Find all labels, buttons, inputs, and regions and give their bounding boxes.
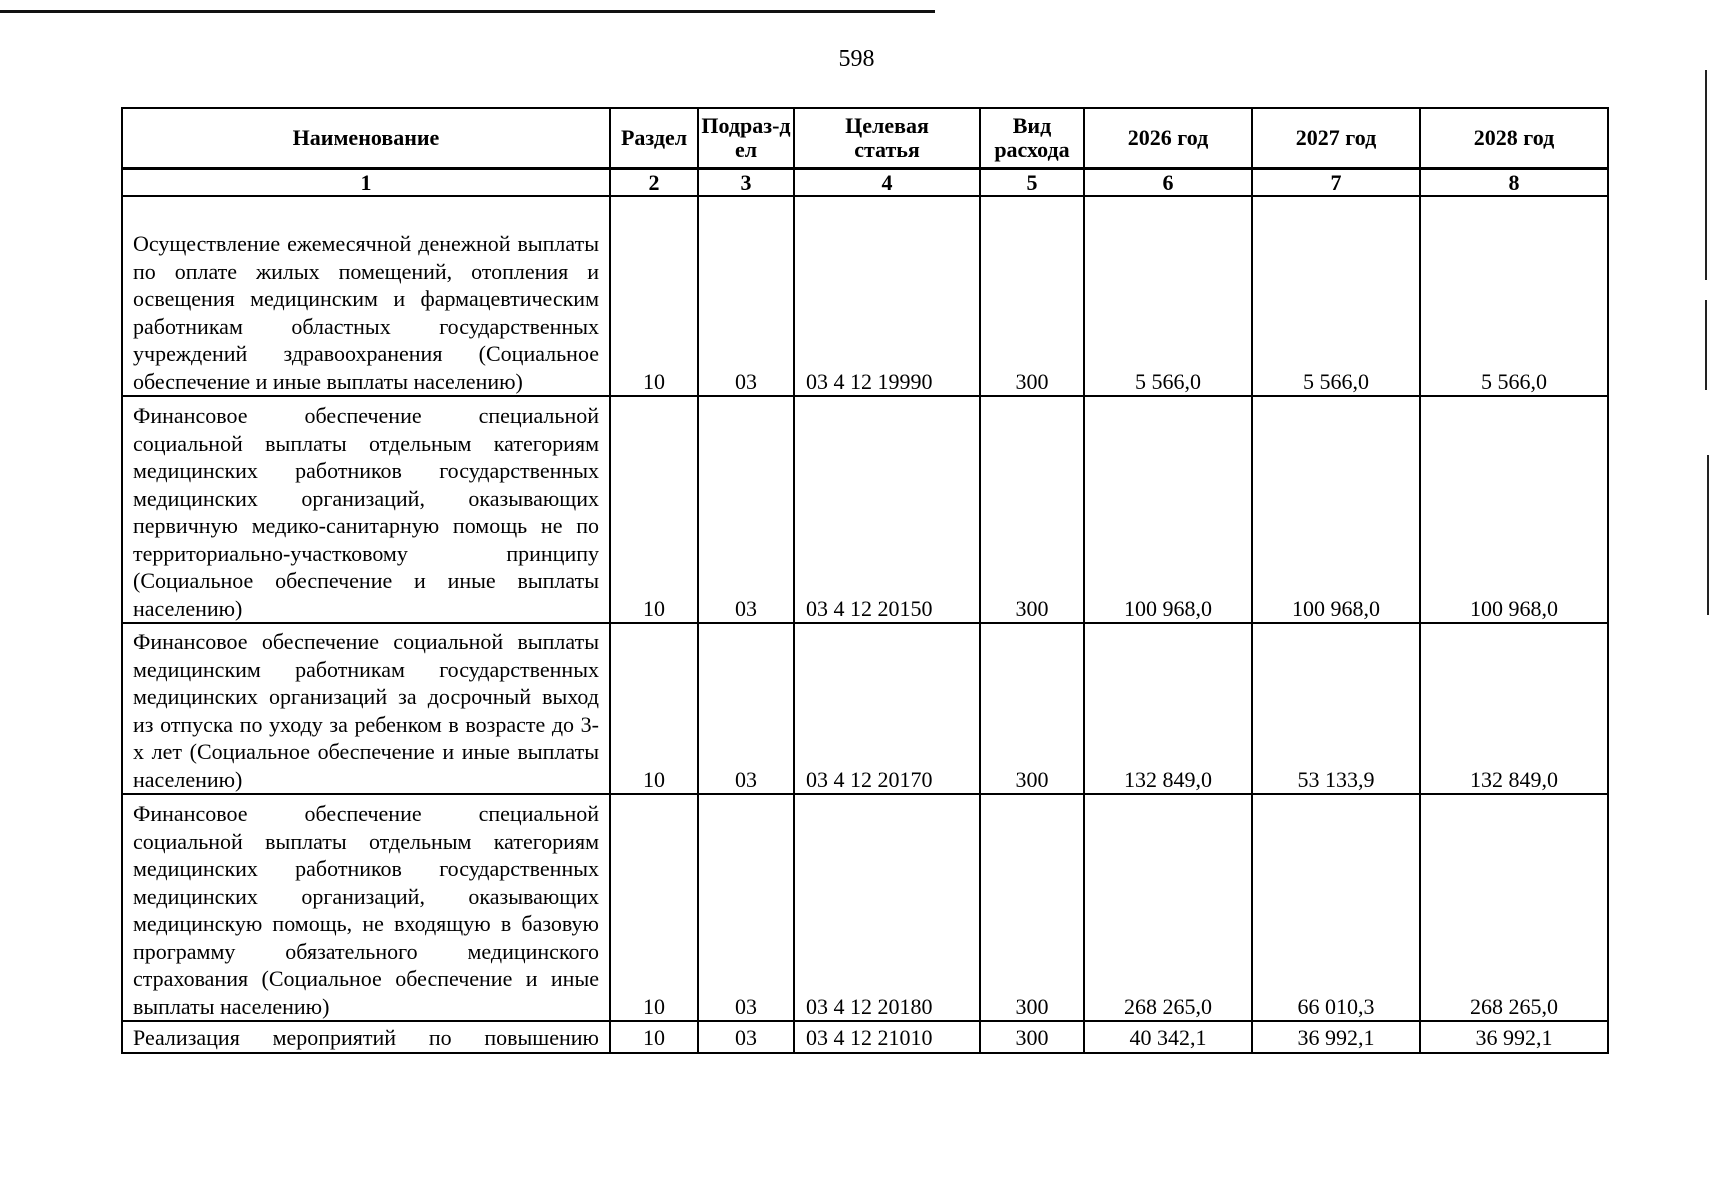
header-name: Наименование — [122, 108, 610, 169]
row-expense-type: 300 — [980, 196, 1084, 396]
row-expense-type: 300 — [980, 396, 1084, 623]
column-number: 7 — [1252, 169, 1420, 197]
row-amount-2027: 100 968,0 — [1252, 396, 1420, 623]
column-number: 8 — [1420, 169, 1608, 197]
row-amount-2027: 53 133,9 — [1252, 623, 1420, 794]
header-subsection: Подраз-дел — [698, 108, 794, 169]
scan-edge-mark — [1705, 300, 1707, 390]
row-amount-2028: 5 566,0 — [1420, 196, 1608, 396]
row-amount-2026: 5 566,0 — [1084, 196, 1252, 396]
row-amount-2027: 5 566,0 — [1252, 196, 1420, 396]
table-row — [122, 794, 1608, 1021]
row-section: 10 — [610, 794, 698, 1021]
table-row — [122, 396, 1608, 623]
scan-edge-mark — [1705, 70, 1707, 280]
page-number: 598 — [838, 46, 875, 72]
header-target-article: Целевая статья — [794, 108, 980, 169]
row-amount-2026: 132 849,0 — [1084, 623, 1252, 794]
row-amount-2026: 268 265,0 — [1084, 794, 1252, 1021]
table-row — [122, 623, 1608, 794]
row-name: Реализация мероприятий по повышению — [122, 1021, 610, 1053]
header-year-2027: 2027 год — [1252, 108, 1420, 169]
row-subsection: 03 — [698, 196, 794, 396]
row-amount-2026: 100 968,0 — [1084, 396, 1252, 623]
row-section: 10 — [610, 623, 698, 794]
row-name: Осуществление ежемесячной денежной выплаты по оплате жилых помещений, отопления и освещения медицинским и фармацевтическим работникам областных государственных учреждений здравоохранения (Социальное обеспечение и иные выплаты населению) — [122, 196, 610, 396]
row-expense-type: 300 — [980, 623, 1084, 794]
scan-edge-mark — [1707, 455, 1709, 615]
row-amount-2028: 36 992,1 — [1420, 1021, 1608, 1053]
row-amount-2027: 36 992,1 — [1252, 1021, 1420, 1053]
row-subsection: 03 — [698, 396, 794, 623]
row-expense-type: 300 — [980, 1021, 1084, 1053]
budget-table — [121, 107, 1609, 1054]
top-rule — [0, 10, 935, 13]
header-year-2028: 2028 год — [1420, 108, 1608, 169]
table-header-row — [122, 108, 1608, 169]
row-subsection: 03 — [698, 623, 794, 794]
row-target-article: 03 4 12 20170 — [794, 623, 980, 794]
column-number: 3 — [698, 169, 794, 197]
row-target-article: 03 4 12 19990 — [794, 196, 980, 396]
row-amount-2026: 40 342,1 — [1084, 1021, 1252, 1053]
row-name: Финансовое обеспечение специальной социальной выплаты отдельным категориям медицинских работников государственных медицинских организаций, оказывающих первичную медико-санитарную помощь не по территориально-участковому принципу (Социальное обеспечение и иные выплаты населению) — [122, 396, 610, 623]
column-number: 1 — [122, 169, 610, 197]
row-amount-2028: 268 265,0 — [1420, 794, 1608, 1021]
row-amount-2028: 132 849,0 — [1420, 623, 1608, 794]
row-section: 10 — [610, 1021, 698, 1053]
row-name: Финансовое обеспечение специальной социальной выплаты отдельным категориям медицинских работников государственных медицинских организаций, оказывающих медицинскую помощь, не входящую в базовую программу обязательного медицинского страхования (Социальное обеспечение и иные выплаты населению) — [122, 794, 610, 1021]
table-row — [122, 1021, 1608, 1053]
row-section: 10 — [610, 396, 698, 623]
column-number: 4 — [794, 169, 980, 197]
header-year-2026: 2026 год — [1084, 108, 1252, 169]
column-number: 2 — [610, 169, 698, 197]
row-target-article: 03 4 12 20150 — [794, 396, 980, 623]
row-amount-2028: 100 968,0 — [1420, 396, 1608, 623]
column-number-row — [122, 169, 1608, 197]
row-amount-2027: 66 010,3 — [1252, 794, 1420, 1021]
header-expense-type: Вид расхода — [980, 108, 1084, 169]
row-target-article: 03 4 12 21010 — [794, 1021, 980, 1053]
header-section: Раздел — [610, 108, 698, 169]
row-section: 10 — [610, 196, 698, 396]
row-subsection: 03 — [698, 1021, 794, 1053]
row-subsection: 03 — [698, 794, 794, 1021]
row-name: Финансовое обеспечение социальной выплаты медицинским работникам государственных медицинских организаций за досрочный выход из отпуска по уходу за ребенком в возрасте до 3-х лет (Социальное обеспечение и иные выплаты населению) — [122, 623, 610, 794]
column-number: 5 — [980, 169, 1084, 197]
column-number: 6 — [1084, 169, 1252, 197]
row-expense-type: 300 — [980, 794, 1084, 1021]
table-row — [122, 196, 1608, 396]
row-target-article: 03 4 12 20180 — [794, 794, 980, 1021]
